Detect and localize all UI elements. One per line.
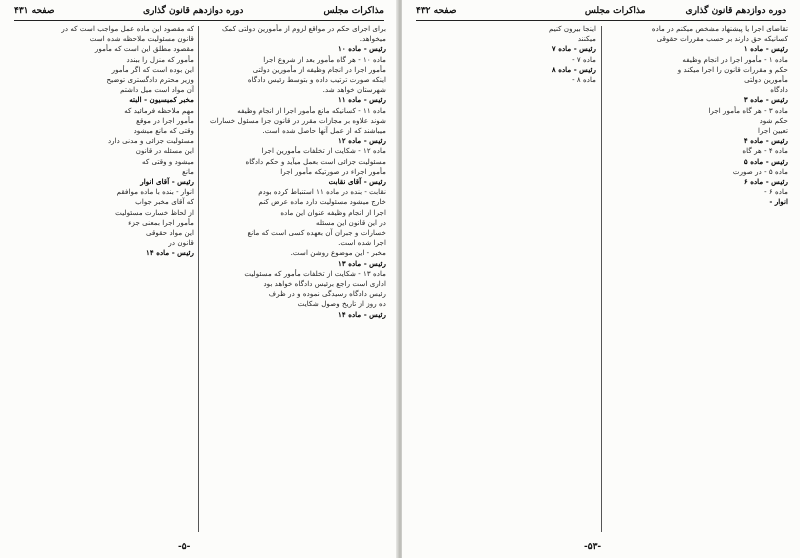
text-line: مأمور اجرا بمعنی جزء [128, 217, 194, 227]
article-heading: رئیس - ماده ۸ [551, 64, 596, 74]
text-line: برای اجرای حکم در مواقع لزوم از مأمورین دولتی کمک [222, 24, 386, 33]
article-heading: رئیس - آقای نقابت [328, 177, 386, 187]
text-line: ماده ۱۲ - شکایت از تخلفات مأمورین اجرا [261, 146, 386, 156]
text-line: وزیر محترم دادگستری توضیح [106, 75, 194, 85]
article-heading: رئیس - ماده ۴ [743, 136, 788, 146]
text-line: وقتی که مانع میشود [133, 126, 194, 136]
text-line: مأمور اجرا در موقع [136, 115, 194, 125]
text-line: خسارات و جبران آن بعهده کسی است که مانع [247, 228, 386, 238]
article-heading: مخبر کمیسیون - البته [129, 95, 194, 105]
article-heading: رئیس - آقای انوار [140, 177, 194, 187]
text-line: که آقای مخبر جواب [135, 197, 194, 207]
right-page-column-left [414, 24, 596, 534]
text-line: قانون مسئولیت ملاحظه شده است [89, 34, 194, 44]
left-page-column-left [12, 24, 194, 534]
text-line: این مواد حقوقی [145, 228, 194, 238]
text-line: تعیین اجرا [758, 126, 788, 136]
text-line: اینکه صورت ترتیب داده و بتوسط رئیس دادگاه [247, 75, 386, 85]
text-line: حکم و مقررات قانون را اجرا میکند و [677, 64, 788, 74]
text-line: اجرا شده است. [338, 238, 386, 248]
right-header-session-title: مذاکرات مجلس [584, 6, 646, 16]
left-header-session-title: دوره دوازدهم قانون گذاری [142, 6, 244, 16]
text-line: در این قانون این مسئله [315, 217, 386, 227]
text-line: ماده ۶ - [764, 187, 788, 197]
text-line: انوار - بنده با ماده موافقم [116, 187, 194, 197]
column-divider [198, 26, 199, 532]
text-line: مأمور که منزل را ببندد [126, 54, 194, 64]
text-line: میخواهد. [359, 34, 386, 44]
right-page-column-right [606, 24, 788, 534]
right-header-page-number: صفحه ۴۳۲ [416, 6, 457, 16]
article-heading: رئیس - ماده ۱۴ [337, 309, 386, 319]
left-page-header [14, 6, 384, 21]
text-line: اینجا بیرون کنیم [549, 24, 596, 33]
text-line: ماده ۷ - [572, 54, 596, 64]
text-line: آن مواد است میل داشتم [120, 85, 194, 95]
article-heading: رئیس - ماده ۱۱ [337, 95, 386, 105]
text-line: ماده ۱۳ - شکایت از تخلفات مأمور که مسئولیت [244, 268, 386, 278]
article-heading: رئیس - ماده ۵ [743, 156, 788, 166]
text-line: حکم شود [759, 115, 788, 125]
text-line: ماده ۱۱ - کسانیکه مانع مأمور اجرا از انجام وظیفه [237, 105, 386, 115]
text-line: ماده ۸ - [572, 75, 596, 85]
text-line: میشود و وقتی که [141, 156, 194, 166]
text-line: مسئولیت جزائی است بعمل میآید و حکم دادگاه [245, 156, 386, 166]
text-line: میباشند که از عمل آنها حاصل شده است. [262, 126, 386, 136]
text-line: خارج میشود مسئولیت دارد ماده عرض کنم [258, 197, 386, 207]
article-heading: رئیس - ماده ۶ [743, 177, 788, 187]
article-heading: رئیس - ماده ۱ [743, 44, 788, 54]
text-line: قانون در [168, 238, 194, 248]
right-header-section-title: دوره دوازدهم قانون گذاری [685, 6, 786, 16]
text-line: ماده ۵ - در صورت [732, 166, 788, 176]
left-page [0, 0, 398, 558]
text-line: تقاضای اجرا یا پیشنهاد مشخص میکنم در ماده [651, 24, 788, 33]
right-page-folio: -۵۳- [584, 542, 602, 552]
article-heading: رئیس - ماده ۷ [551, 44, 596, 54]
text-line: ده روز از تاریخ وصول شکایت [297, 299, 386, 309]
text-line: از لحاظ خسارت مسئولیت [115, 207, 194, 217]
text-line: مقصود مطلق این است که مأمور [94, 44, 194, 54]
left-header-section-title: مذاکرات مجلس [323, 6, 384, 16]
left-header-page-number: صفحه ۴۳۱ [14, 6, 55, 16]
text-line: کسانیکه حق دارند بر حسب مقررات حقوقی [656, 34, 788, 44]
text-line: مأمور اجرا در انجام وظیفه از مأمورین دولتی [252, 64, 386, 74]
text-line: ماده ۳ - هر گاه مأمور اجرا [708, 105, 788, 115]
text-line: مخبر - این موضوع روشن است. [290, 248, 386, 258]
article-heading: رئیس - ماده ۱۲ [337, 136, 386, 146]
article-heading: رئیس - ماده ۱۰ [337, 44, 386, 54]
right-page [402, 0, 800, 558]
left-page-folio: -۵- [178, 542, 191, 552]
article-heading: انوار - [769, 197, 788, 207]
text-line: این مسئله در قانون [135, 146, 194, 156]
text-line: رئیس دادگاه رسیدگی نموده و در ظرف [268, 289, 386, 299]
text-line: اداری است راجع برئیس دادگاه خواهد بود [263, 279, 386, 289]
text-line: شوند علاوه بر مجازات مقرر در قانون جزا مسئول خسارات [209, 115, 386, 125]
article-heading: رئیس - ماده ۱۴ [145, 248, 194, 258]
text-line: ماده ۱ - مأمور اجرا در انجام وظیفه [682, 54, 788, 64]
text-line: این بوده است که اگر مأمور [111, 64, 194, 74]
text-line: مهم ملاحظه فرمائید که [124, 105, 194, 115]
text-line: نقابت - بنده در ماده ۱۱ استنباط کرده بودم [258, 187, 386, 197]
text-line: مأمور اجراء در صورتیکه مأمور اجرا [280, 166, 386, 176]
text-line: اجرا از انجام وظیفه عنوان این ماده [280, 207, 386, 217]
text-line: شهرستان خواهد شد. [322, 85, 386, 95]
left-page-column-right [204, 24, 386, 534]
text-line: دادگاه [770, 85, 788, 95]
article-heading: رئیس - ماده ۳ [743, 95, 788, 105]
text-line: مأمورین دولتی [744, 75, 788, 85]
text-line: میکنند [577, 34, 596, 44]
text-line: مانع [182, 166, 194, 176]
column-divider [601, 26, 602, 532]
text-line: که مقصود این ماده عمل مواجب است که در [61, 24, 194, 33]
text-line: مسئولیت جزائی و مدنی دارد [107, 136, 194, 146]
text-line: ماده ۱۰ - هر گاه مأمور بعد از شروع اجرا [263, 54, 386, 64]
text-line: ماده ۴ - هر گاه [742, 146, 788, 156]
article-heading: رئیس - ماده ۱۳ [337, 258, 386, 268]
right-page-header [416, 6, 786, 21]
